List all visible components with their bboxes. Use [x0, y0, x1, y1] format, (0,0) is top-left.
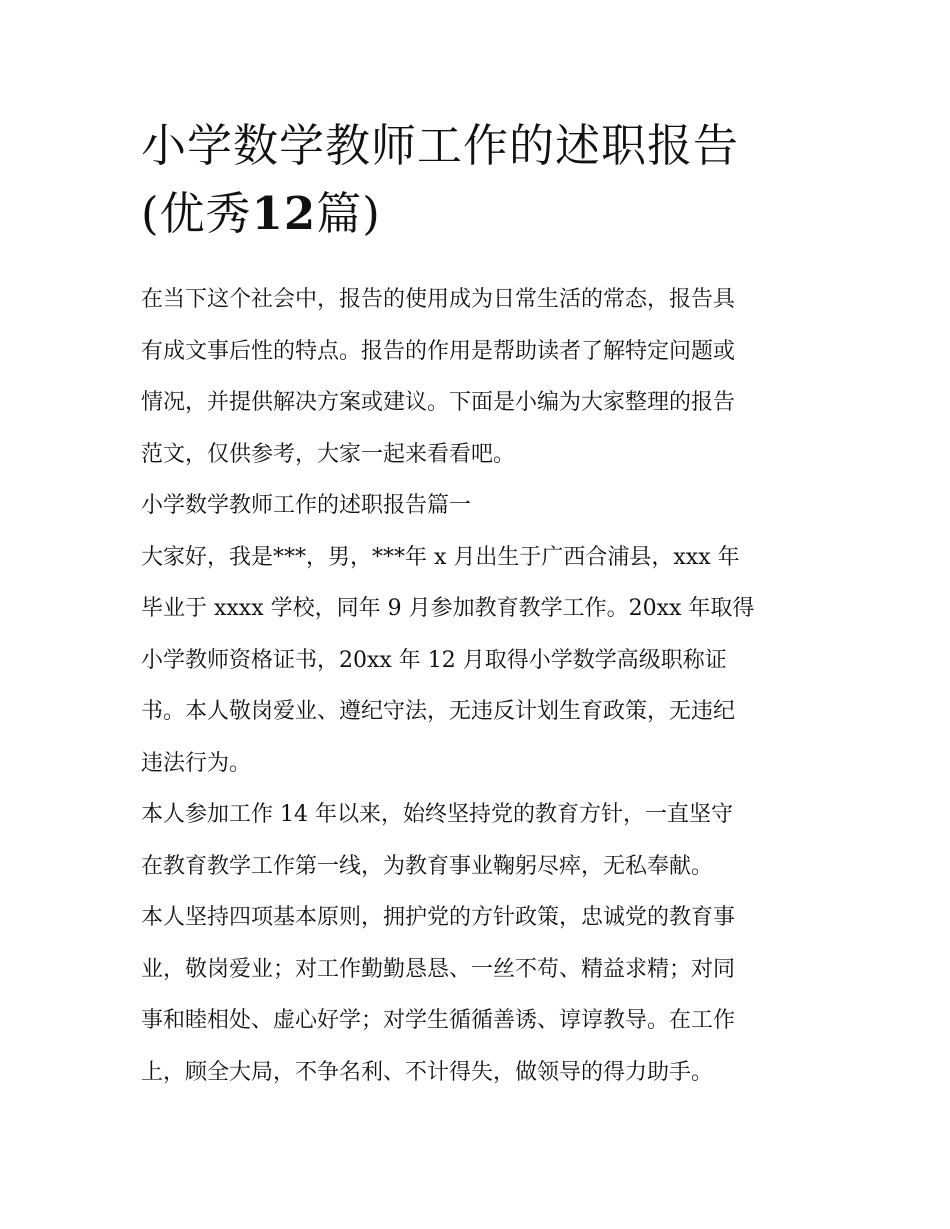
paragraph-line: 大家好，我是***，男，***年 x 月出生于广西合浦县，xxx 年	[141, 544, 740, 570]
paragraph-line: 本人参加工作 14 年以来，始终坚持党的教育方针，一直坚守	[141, 802, 733, 827]
title-count: 12	[251, 187, 317, 240]
title-line-2	[141, 180, 813, 248]
section-heading-text: 小学数学教师工作的述职报告篇一	[141, 493, 472, 518]
paragraph-self-introduction	[141, 532, 813, 790]
title-prefix: (优秀	[141, 187, 252, 240]
paragraph-work-history	[141, 789, 813, 892]
paragraph-line: 书。本人敬岗爱业、遵纪守法，无违反计划生育政策，无违纪	[141, 699, 736, 724]
paragraph-line: 上，顾全大局，不争名利、不计得失，做领导的得力助手。	[141, 1059, 714, 1085]
paragraph-line: 毕业于 xxxx 学校，同年 9 月参加教育教学工作。20xx 年取得	[141, 596, 755, 621]
section-heading	[141, 480, 813, 532]
paragraph-line: 违法行为。	[141, 750, 252, 776]
paragraph-principles	[141, 892, 813, 1098]
paragraph-line: 在当下这个社会中，报告的使用成为日常生活的常态，报告具	[141, 287, 736, 312]
document-content	[141, 112, 813, 1098]
paragraph-line: 事和睦相处、虚心好学；对学生循循善诱、谆谆教导。在工作	[141, 1008, 736, 1033]
paragraph-line: 本人坚持四项基本原则，拥护党的方针政策，忠诚党的教育事	[141, 905, 736, 930]
paragraph-line: 在教育教学工作第一线，为教育事业鞠躬尽瘁，无私奉献。	[141, 853, 714, 879]
document-body	[141, 274, 813, 1098]
paragraph-line: 情况，并提供解决方案或建议。下面是小编为大家整理的报告	[141, 390, 736, 415]
paragraph-line: 有成文事后性的特点。报告的作用是帮助读者了解特定问题或	[141, 338, 736, 364]
paragraph-line: 范文，仅供参考，大家一起来看看吧。	[141, 441, 516, 467]
paragraph-line: 业，敬岗爱业；对工作勤勤恳恳、一丝不苟、精益求精；对同	[141, 956, 736, 982]
paragraph-intro	[141, 274, 813, 480]
document-title	[141, 112, 813, 248]
paragraph-line: 小学教师资格证书，20xx 年 12 月取得小学数学高级职称证	[141, 647, 727, 673]
title-suffix: 篇)	[316, 187, 381, 240]
title-line-1: 小学数学教师工作的述职报告	[141, 119, 740, 172]
